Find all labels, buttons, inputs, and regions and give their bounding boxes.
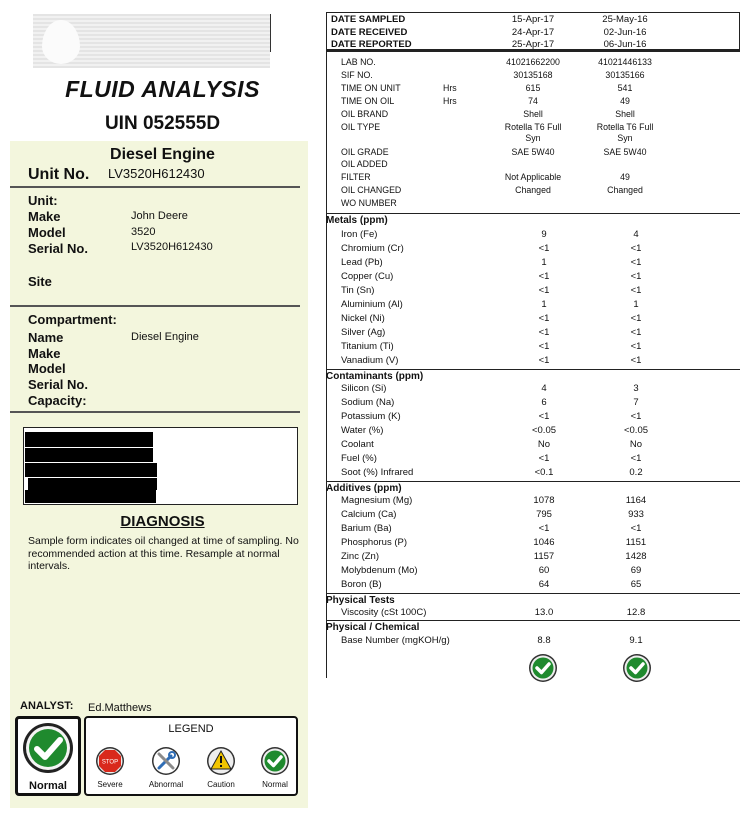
date-label: DATE REPORTED: [331, 39, 412, 50]
sample-info-value-1: Rotella T6 Full: [504, 122, 562, 132]
metals-value-sample-1: <1: [538, 313, 550, 324]
contaminants-row-label: Coolant: [341, 439, 374, 450]
contaminants-value-sample-2: <0.05: [623, 425, 649, 436]
unit-model-label: Model: [28, 225, 66, 240]
unit-model-value: 3520: [131, 226, 156, 238]
sample-info-value-1: 74: [528, 96, 538, 106]
compartment-capacity-label: Capacity:: [28, 393, 87, 408]
section-divider: [326, 213, 740, 214]
additives-value-sample-2: 1151: [625, 537, 647, 548]
legend-label-normal: Normal: [262, 780, 288, 789]
contaminants-value-sample-2: 7: [633, 397, 639, 408]
section-divider: [326, 481, 740, 482]
physical-heading: Physical Tests: [326, 595, 395, 606]
legend-label-abnormal: Abnormal: [148, 780, 184, 789]
normal-status-check-icon: [22, 722, 74, 774]
legend-label-caution: Caution: [207, 780, 235, 789]
additives-value-sample-2: 69: [630, 565, 642, 576]
metals-value-sample-1: <1: [538, 243, 550, 254]
sample-info-value-1: SAE 5W40: [511, 147, 555, 157]
metals-value-sample-2: <1: [630, 313, 642, 324]
additives-value-sample-2: 933: [628, 509, 644, 520]
compartment-name-value: Diesel Engine: [131, 331, 199, 343]
metals-value-sample-1: 1: [541, 299, 547, 310]
table-left-border: [326, 52, 327, 678]
metals-row-label: Lead (Pb): [341, 257, 383, 268]
chemical-row-label: Base Number (mgKOH/g): [341, 635, 450, 646]
redaction-bar: [25, 490, 156, 503]
contaminants-row-label: Sodium (Na): [341, 397, 395, 408]
diagnosis-text: Sample form indicates oil changed at time of sampling. No recommended action at this time. Resample at normal intervals.: [28, 535, 299, 572]
section-divider: [326, 620, 740, 621]
section-divider: [326, 593, 740, 594]
contaminants-value-sample-2: 0.2: [629, 467, 643, 478]
sample-info-label: OIL GRADE: [341, 147, 389, 157]
metals-value-sample-2: 4: [633, 229, 639, 240]
additives-row-label: Molybdenum (Mo): [341, 565, 418, 576]
compartment-heading: Compartment:: [28, 312, 117, 327]
overall-status-label: Normal: [29, 780, 67, 792]
additives-row-label: Magnesium (Mg): [341, 495, 413, 506]
divider: [10, 186, 300, 188]
sample-1-status-check-icon: [528, 653, 558, 683]
redaction-bar: [25, 463, 157, 477]
date-value-sample-1: 15-Apr-17: [511, 14, 555, 25]
legend-label-severe: Severe: [97, 780, 123, 789]
contaminants-heading: Contaminants (ppm): [326, 371, 424, 382]
metals-row-label: Iron (Fe): [341, 229, 378, 240]
metals-value-sample-2: <1: [630, 355, 642, 366]
sample-info-value-2: 30135166: [605, 70, 645, 80]
additives-value-sample-2: 65: [630, 579, 642, 590]
unit-make-value: John Deere: [131, 210, 188, 222]
sample-info-value-1: 615: [525, 83, 541, 93]
sample-info-value-2: Rotella T6 Full: [596, 122, 654, 132]
metals-row-label: Tin (Sn): [341, 285, 375, 296]
sample-info-value-2: Shell: [615, 109, 635, 119]
report-title: FLUID ANALYSIS: [65, 76, 260, 102]
metals-row-label: Vanadium (V): [341, 355, 399, 366]
metals-value-sample-1: <1: [538, 355, 550, 366]
sample-info-unit: Hrs: [443, 83, 457, 93]
contaminants-value-sample-1: <1: [538, 453, 550, 464]
date-value-sample-2: 06-Jun-16: [603, 39, 647, 50]
additives-value-sample-1: 795: [536, 509, 552, 520]
contaminants-value-sample-2: No: [629, 439, 643, 450]
sample-info-label: OIL CHANGED: [341, 185, 402, 195]
physical-value-sample-2: 12.8: [626, 607, 646, 618]
metals-value-sample-2: <1: [630, 285, 642, 296]
sample-info-value-2: 49: [620, 96, 630, 106]
sample-info-value-1: Changed: [515, 185, 551, 195]
contaminants-value-sample-1: <0.05: [531, 425, 557, 436]
metals-value-sample-1: <1: [538, 327, 550, 338]
metals-row-label: Nickel (Ni): [341, 313, 385, 324]
physical-value-sample-1: 13.0: [534, 607, 554, 618]
contaminants-row-label: Potassium (K): [341, 411, 401, 422]
metals-value-sample-1: 1: [541, 257, 547, 268]
metals-value-sample-1: <1: [538, 271, 550, 282]
additives-value-sample-1: 1078: [533, 495, 555, 506]
site-label: Site: [28, 274, 52, 289]
chemical-value-sample-2: 9.1: [629, 635, 643, 646]
contaminants-value-sample-1: <0.1: [534, 467, 554, 478]
date-value-sample-2: 02-Jun-16: [603, 26, 647, 38]
unit-make-label: Make: [28, 209, 61, 224]
metals-value-sample-1: <1: [538, 285, 550, 296]
metals-row-label: Aluminium (Al): [341, 299, 403, 310]
stop-icon: [95, 746, 125, 776]
additives-row-label: Barium (Ba): [341, 523, 392, 534]
sample-info-value-1: Shell: [523, 109, 543, 119]
additives-row-label: Boron (B): [341, 579, 382, 590]
unit-heading: Unit:: [28, 193, 58, 208]
oil-drop-logo-icon: [42, 20, 80, 64]
sample-info-value-2: 541: [617, 83, 633, 93]
sample-info-value-1: Not Applicable: [504, 172, 562, 182]
sample-info-value-1: Syn: [525, 133, 541, 143]
contaminants-value-sample-2: 3: [633, 383, 639, 394]
contaminants-value-sample-2: <1: [630, 453, 642, 464]
unit-serial-value: LV3520H612430: [131, 241, 213, 253]
metals-value-sample-2: <1: [630, 341, 642, 352]
sample-info-value-2: 49: [620, 172, 630, 182]
sample-info-label: TIME ON OIL: [341, 96, 395, 106]
additives-value-sample-1: 1046: [533, 537, 555, 548]
metals-value-sample-2: <1: [630, 271, 642, 282]
additives-value-sample-1: <1: [538, 523, 550, 534]
additives-value-sample-2: 1164: [625, 495, 647, 506]
divider: [10, 411, 300, 413]
physical-row-label: Viscosity (cSt 100C): [341, 607, 427, 618]
sample-2-status-check-icon: [622, 653, 652, 683]
additives-row-label: Phosphorus (P): [341, 537, 408, 548]
sample-info-label: SIF NO.: [341, 70, 373, 80]
sample-info-value-1: 30135168: [513, 70, 553, 80]
legend-title: LEGEND: [168, 723, 214, 735]
metals-value-sample-2: <1: [630, 257, 642, 268]
date-value-sample-1: 24-Apr-17: [511, 26, 555, 38]
divider: [10, 305, 300, 307]
check-icon: [260, 746, 290, 776]
sample-info-label: OIL ADDED: [341, 159, 388, 169]
redaction-bar: [28, 478, 157, 490]
compartment-name-label: Name: [28, 330, 64, 345]
additives-row-label: Zinc (Zn): [341, 551, 379, 562]
additives-value-sample-2: 1428: [625, 551, 647, 562]
sample-info-label: TIME ON UNIT: [341, 83, 401, 93]
analyst-name: Ed.Matthews: [88, 702, 152, 714]
compartment-serial-label: Serial No.: [28, 377, 88, 392]
stop-sign-text: STOP: [101, 759, 119, 766]
additives-value-sample-1: 1157: [533, 551, 555, 562]
analyst-label: ANALYST:: [20, 700, 74, 712]
sample-info-label: WO NUMBER: [341, 198, 397, 208]
compartment-make-label: Make: [28, 346, 61, 361]
chemical-heading: Physical / Chemical: [326, 622, 420, 633]
metals-row-label: Chromium (Cr): [341, 243, 404, 254]
redaction-bar: [25, 448, 153, 462]
caution-icon: [206, 746, 236, 776]
additives-value-sample-2: <1: [630, 523, 642, 534]
sample-info-label: OIL TYPE: [341, 122, 381, 132]
metals-row-label: Titanium (Ti): [341, 341, 394, 352]
contaminants-row-label: Water (%): [341, 425, 384, 436]
logo-divider: [270, 14, 271, 52]
sample-info-value-2: Changed: [607, 185, 643, 195]
additives-heading: Additives (ppm): [326, 483, 402, 494]
additives-value-sample-1: 64: [538, 579, 550, 590]
contaminants-value-sample-1: <1: [538, 411, 550, 422]
unit-no-value: LV3520H612430: [108, 166, 205, 181]
metals-heading: Metals (ppm): [326, 215, 388, 226]
sample-info-label: OIL BRAND: [341, 109, 389, 119]
unit-serial-label: Serial No.: [28, 241, 88, 256]
contaminants-value-sample-1: 4: [541, 383, 547, 394]
diagnosis-heading: DIAGNOSIS: [120, 513, 205, 530]
metals-value-sample-1: 9: [541, 229, 547, 240]
component-title: Diesel Engine: [110, 146, 215, 163]
metals-row-label: Copper (Cu): [341, 271, 394, 282]
contaminants-row-label: Silicon (Si): [341, 383, 387, 394]
metals-value-sample-1: <1: [538, 341, 550, 352]
contaminants-value-sample-2: <1: [630, 411, 642, 422]
sample-info-value-2: Syn: [617, 133, 633, 143]
sample-info-value-1: 41021662200: [506, 57, 560, 67]
additives-value-sample-1: 60: [538, 565, 550, 576]
metals-row-label: Silver (Ag): [341, 327, 386, 338]
redaction-bar: [25, 432, 153, 447]
date-label: DATE RECEIVED: [331, 26, 408, 38]
sample-info-label: FILTER: [341, 172, 371, 182]
date-label: DATE SAMPLED: [331, 14, 406, 25]
sample-info-label: LAB NO.: [341, 57, 376, 67]
sample-info-value-2: SAE 5W40: [603, 147, 647, 157]
contaminants-row-label: Soot (%) Infrared: [341, 467, 414, 478]
sample-info-unit: Hrs: [443, 96, 457, 106]
metals-value-sample-2: 1: [633, 299, 639, 310]
uin-number: UIN 052555D: [104, 113, 221, 134]
wrench-icon: [151, 746, 181, 776]
metals-value-sample-2: <1: [630, 327, 642, 338]
sample-info-value-2: 41021446133: [598, 57, 652, 67]
chemical-value-sample-1: 8.8: [537, 635, 551, 646]
section-divider: [326, 369, 740, 370]
metals-value-sample-2: <1: [630, 243, 642, 254]
contaminants-value-sample-1: 6: [541, 397, 547, 408]
contaminants-value-sample-1: No: [537, 439, 551, 450]
contaminants-row-label: Fuel (%): [341, 453, 377, 464]
unit-no-label: Unit No.: [28, 166, 90, 183]
compartment-model-label: Model: [28, 361, 66, 376]
date-value-sample-1: 25-Apr-17: [511, 39, 555, 50]
additives-row-label: Calcium (Ca): [341, 509, 397, 520]
date-value-sample-2: 25-May-16: [602, 14, 648, 25]
